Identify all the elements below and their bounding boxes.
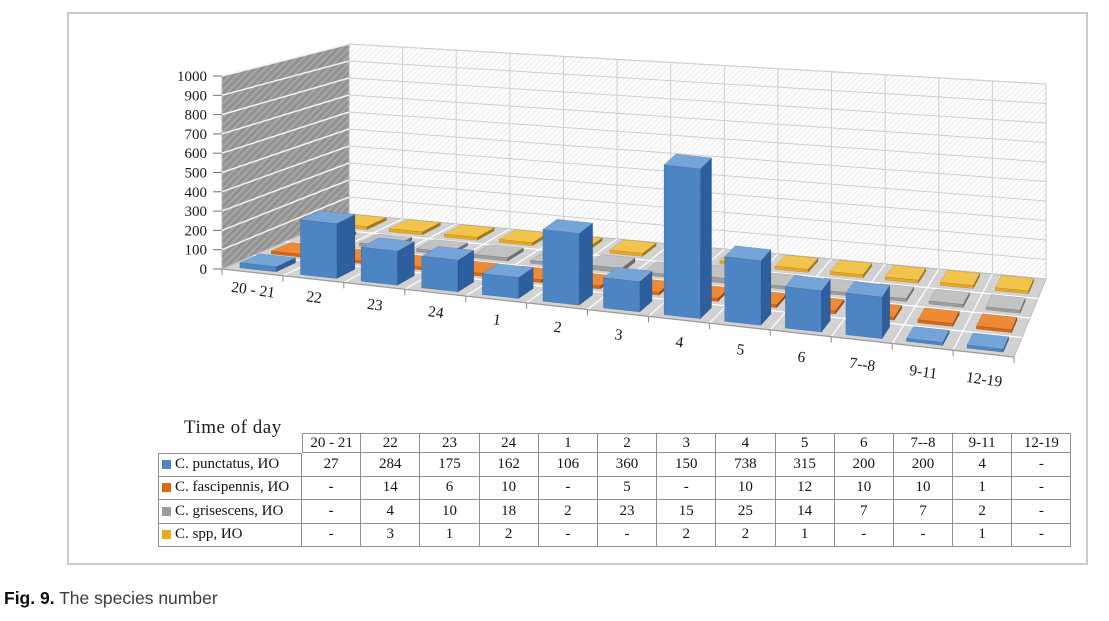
table-cell: 14 [361, 477, 420, 501]
data-table [158, 433, 1071, 547]
legend-swatch-icon [162, 530, 171, 539]
svg-text:24: 24 [426, 303, 445, 323]
table-header-cell: 1 [539, 433, 598, 453]
table-row-label [158, 453, 302, 477]
table-header-cell: 24 [480, 433, 539, 453]
table-cell: 1 [776, 524, 835, 548]
table-cell: 2 [480, 524, 539, 548]
table-cell: - [539, 477, 598, 501]
legend-swatch-icon [162, 507, 171, 516]
svg-text:900: 900 [184, 88, 207, 105]
table-cell: 15 [657, 500, 716, 524]
table-cell: 284 [361, 453, 420, 477]
svg-text:20 - 21: 20 - 21 [230, 278, 277, 302]
table-row-label [158, 500, 302, 524]
svg-text:100: 100 [184, 242, 207, 259]
table-cell: - [598, 524, 657, 548]
table-header-cell: 23 [420, 433, 479, 453]
svg-text:1000: 1000 [177, 69, 207, 85]
table-row-label [158, 524, 302, 548]
table-cell: - [1012, 524, 1071, 548]
bar-2-11 [929, 289, 970, 307]
table-cell: - [835, 524, 894, 548]
svg-text:4: 4 [674, 333, 685, 352]
table-cell: 738 [716, 453, 775, 477]
table-header-cell: 3 [657, 433, 716, 453]
table-corner-label: Time of day [184, 417, 282, 438]
svg-text:200: 200 [184, 223, 207, 240]
table-cell: 10 [420, 500, 479, 524]
table-cell: 10 [835, 477, 894, 501]
bar-0-9 [785, 275, 830, 332]
table-cell: 5 [598, 477, 657, 501]
table-cell: 10 [480, 477, 539, 501]
svg-text:7--8: 7--8 [848, 354, 877, 376]
table-cell: 25 [716, 500, 775, 524]
svg-text:1: 1 [491, 311, 502, 330]
table-header-cell: 22 [361, 433, 420, 453]
table-header-cell: 4 [716, 433, 775, 453]
table-cell: 2 [657, 524, 716, 548]
bar-0-3 [422, 246, 474, 292]
table-cell: 1 [953, 477, 1012, 501]
series-name: C. spp, ИО [175, 526, 243, 543]
bar-0-1 [300, 211, 355, 279]
figure-caption [4, 588, 218, 609]
bar-3-11 [940, 270, 980, 288]
table-cell: 1 [953, 524, 1012, 548]
svg-text:22: 22 [305, 288, 323, 308]
table-cell: 14 [776, 500, 835, 524]
table-cell: 6 [420, 477, 479, 501]
table-cell: 7 [835, 500, 894, 524]
svg-text:0: 0 [199, 262, 207, 278]
table-cell: - [1012, 453, 1071, 477]
table-cell: 175 [420, 453, 479, 477]
table-cell: 4 [953, 453, 1012, 477]
table-cell: 10 [894, 477, 953, 501]
table-cell: - [302, 477, 361, 501]
bar-0-4 [482, 264, 533, 299]
svg-text:400: 400 [184, 184, 207, 201]
table-cell: 4 [361, 500, 420, 524]
table-cell: - [539, 524, 598, 548]
table-cell: - [894, 524, 953, 548]
bar-0-10 [846, 281, 890, 338]
table-cell: 23 [598, 500, 657, 524]
table-cell: 12 [776, 477, 835, 501]
table-cell: 7 [894, 500, 953, 524]
bar-0-7 [664, 154, 712, 319]
svg-text:23: 23 [366, 295, 384, 315]
svg-text:2: 2 [552, 318, 563, 337]
table-cell: 315 [776, 453, 835, 477]
svg-text:600: 600 [184, 146, 207, 163]
table-header-cell: 20 - 21 [302, 433, 361, 453]
svg-text:9-11: 9-11 [908, 361, 939, 383]
series-name: C. grisescens, ИО [175, 502, 284, 519]
table-cell: 1 [420, 524, 479, 548]
caption-text: The species number [54, 588, 218, 608]
bar-2-12 [986, 295, 1026, 314]
bar-0-5 [543, 219, 593, 305]
table-header-cell: 7--8 [894, 433, 953, 453]
svg-text:6: 6 [796, 348, 807, 367]
svg-text:12-19: 12-19 [965, 368, 1004, 391]
bar-1-12 [976, 314, 1017, 333]
table-cell: 2 [716, 524, 775, 548]
svg-text:700: 700 [184, 126, 207, 143]
table-cell: - [302, 500, 361, 524]
legend-swatch-icon [162, 483, 171, 492]
table-cell: - [657, 477, 716, 501]
table-cell: 162 [480, 453, 539, 477]
series-name: C. punctatus, ИО [175, 456, 280, 473]
svg-text:500: 500 [184, 165, 207, 182]
table-header-cell: 12-19 [1012, 433, 1071, 453]
table-cell: 200 [835, 453, 894, 477]
table-cell: - [1012, 500, 1071, 524]
table-cell: 10 [716, 477, 775, 501]
table-cell: 360 [598, 453, 657, 477]
bar-0-8 [725, 246, 771, 326]
species-3d-column-chart [67, 12, 1088, 412]
caption-number: Fig. 9. [4, 588, 55, 608]
table-cell: 150 [657, 453, 716, 477]
svg-text:800: 800 [184, 107, 207, 124]
table-cell: 18 [480, 500, 539, 524]
table-cell: - [1012, 477, 1071, 501]
svg-text:5: 5 [735, 340, 746, 359]
bar-0-6 [603, 267, 652, 312]
series-name: C. fascipennis, ИО [175, 479, 290, 496]
table-cell: 106 [539, 453, 598, 477]
table-cell: 2 [953, 500, 1012, 524]
table-header-cell: 6 [835, 433, 894, 453]
table-header-cell: 9-11 [953, 433, 1012, 453]
bar-3-12 [995, 275, 1034, 294]
table-header-cell: 5 [776, 433, 835, 453]
table-header-cell: 2 [598, 433, 657, 453]
svg-text:300: 300 [184, 204, 207, 221]
svg-text:3: 3 [613, 326, 624, 345]
bar-0-2 [361, 238, 414, 285]
table-cell: 2 [539, 500, 598, 524]
table-cell: - [302, 524, 361, 548]
table-cell: 200 [894, 453, 953, 477]
table-cell: 3 [361, 524, 420, 548]
table-corner-spacer [158, 433, 302, 453]
table-row-label [158, 477, 302, 501]
table-cell: 27 [302, 453, 361, 477]
legend-swatch-icon [162, 460, 171, 469]
